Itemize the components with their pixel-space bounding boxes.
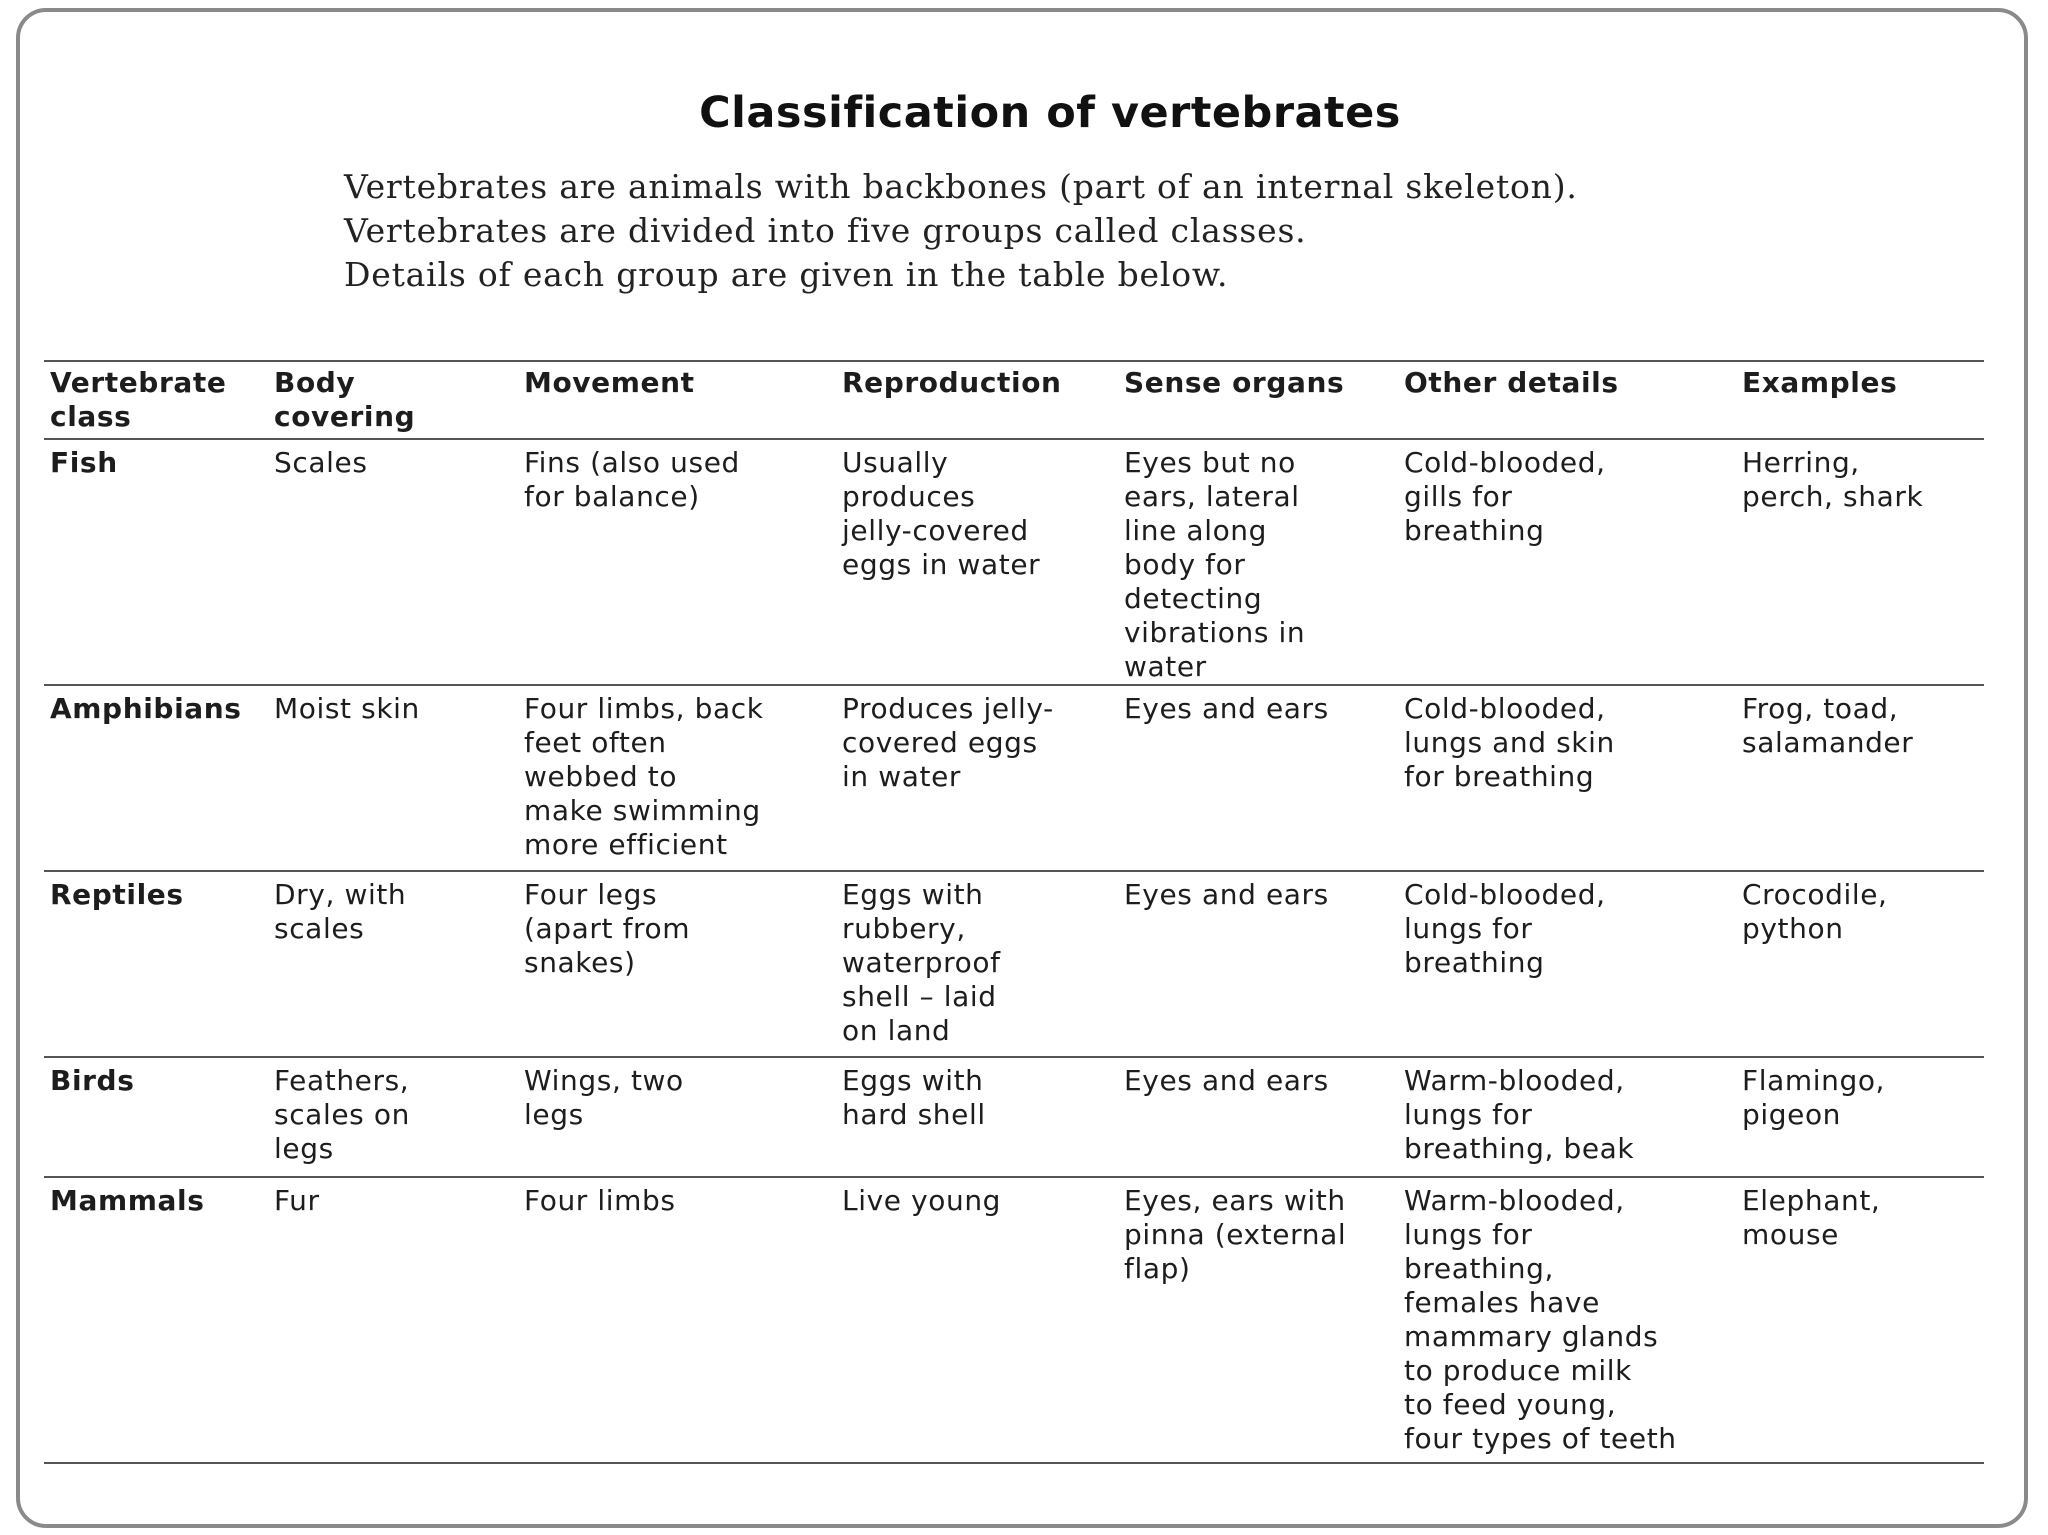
cell-class: Mammals [44, 1177, 268, 1463]
cell-body-covering: Scales [268, 439, 518, 685]
cell-examples: Crocodile, python [1736, 871, 1984, 1057]
cell-sense-organs: Eyes and ears [1118, 871, 1398, 1057]
header-reproduction: Reproduction [836, 361, 1118, 439]
cell-other-details: Warm-blooded, lungs for breathing, beak [1398, 1057, 1736, 1177]
header-vertebrate-class: Vertebrate class [44, 361, 268, 439]
cell-movement: Wings, two legs [518, 1057, 836, 1177]
cell-sense-organs: Eyes but no ears, lateral line along body for detecting vibrations in water [1118, 439, 1398, 685]
header-examples: Examples [1736, 361, 1984, 439]
cell-other-details: Cold-blooded, lungs for breathing [1398, 871, 1736, 1057]
cell-reproduction: Eggs with rubbery, waterproof shell – laid on land [836, 871, 1118, 1057]
cell-class: Reptiles [44, 871, 268, 1057]
cell-other-details: Cold-blooded, lungs and skin for breathing [1398, 685, 1736, 871]
cell-sense-organs: Eyes and ears [1118, 685, 1398, 871]
cell-movement: Fins (also used for balance) [518, 439, 836, 685]
header-movement: Movement [518, 361, 836, 439]
header-body-covering: Body covering [268, 361, 518, 439]
cell-body-covering: Feathers, scales on legs [268, 1057, 518, 1177]
table-header-row [44, 361, 1984, 439]
table-row [44, 871, 1984, 1057]
cell-sense-organs: Eyes, ears with pinna (external flap) [1118, 1177, 1398, 1463]
header-other-details: Other details [1398, 361, 1736, 439]
cell-body-covering: Dry, with scales [268, 871, 518, 1057]
table-row [44, 685, 1984, 871]
cell-examples: Frog, toad, salamander [1736, 685, 1984, 871]
cell-examples: Herring, perch, shark [1736, 439, 1984, 685]
intro-line: Vertebrates are divided into five groups called classes. [344, 211, 1307, 250]
cell-body-covering: Fur [268, 1177, 518, 1463]
cell-sense-organs: Eyes and ears [1118, 1057, 1398, 1177]
cell-reproduction: Produces jelly- covered eggs in water [836, 685, 1118, 871]
cell-movement: Four limbs [518, 1177, 836, 1463]
table-row [44, 1177, 1984, 1463]
cell-reproduction: Usually produces jelly-covered eggs in water [836, 439, 1118, 685]
vertebrate-classification-table [44, 360, 1984, 1464]
table-row [44, 1057, 1984, 1177]
intro-text [344, 165, 1744, 297]
cell-class: Amphibians [44, 685, 268, 871]
cell-movement: Four limbs, back feet often webbed to make swimming more efficient [518, 685, 836, 871]
header-sense-organs: Sense organs [1118, 361, 1398, 439]
cell-movement: Four legs (apart from snakes) [518, 871, 836, 1057]
cell-examples: Flamingo, pigeon [1736, 1057, 1984, 1177]
cell-examples: Elephant, mouse [1736, 1177, 1984, 1463]
cell-class: Fish [44, 439, 268, 685]
cell-other-details: Cold-blooded, gills for breathing [1398, 439, 1736, 685]
intro-line: Details of each group are given in the table below. [344, 255, 1229, 294]
cell-reproduction: Eggs with hard shell [836, 1057, 1118, 1177]
cell-other-details: Warm-blooded, lungs for breathing, females have mammary glands to produce milk to feed young, four types of teeth [1398, 1177, 1736, 1463]
cell-body-covering: Moist skin [268, 685, 518, 871]
page-title: Classification of vertebrates [699, 88, 1401, 138]
cell-class: Birds [44, 1057, 268, 1177]
cell-reproduction: Live young [836, 1177, 1118, 1463]
table-row [44, 439, 1984, 685]
intro-line: Vertebrates are animals with backbones (part of an internal skeleton). [344, 167, 1578, 206]
